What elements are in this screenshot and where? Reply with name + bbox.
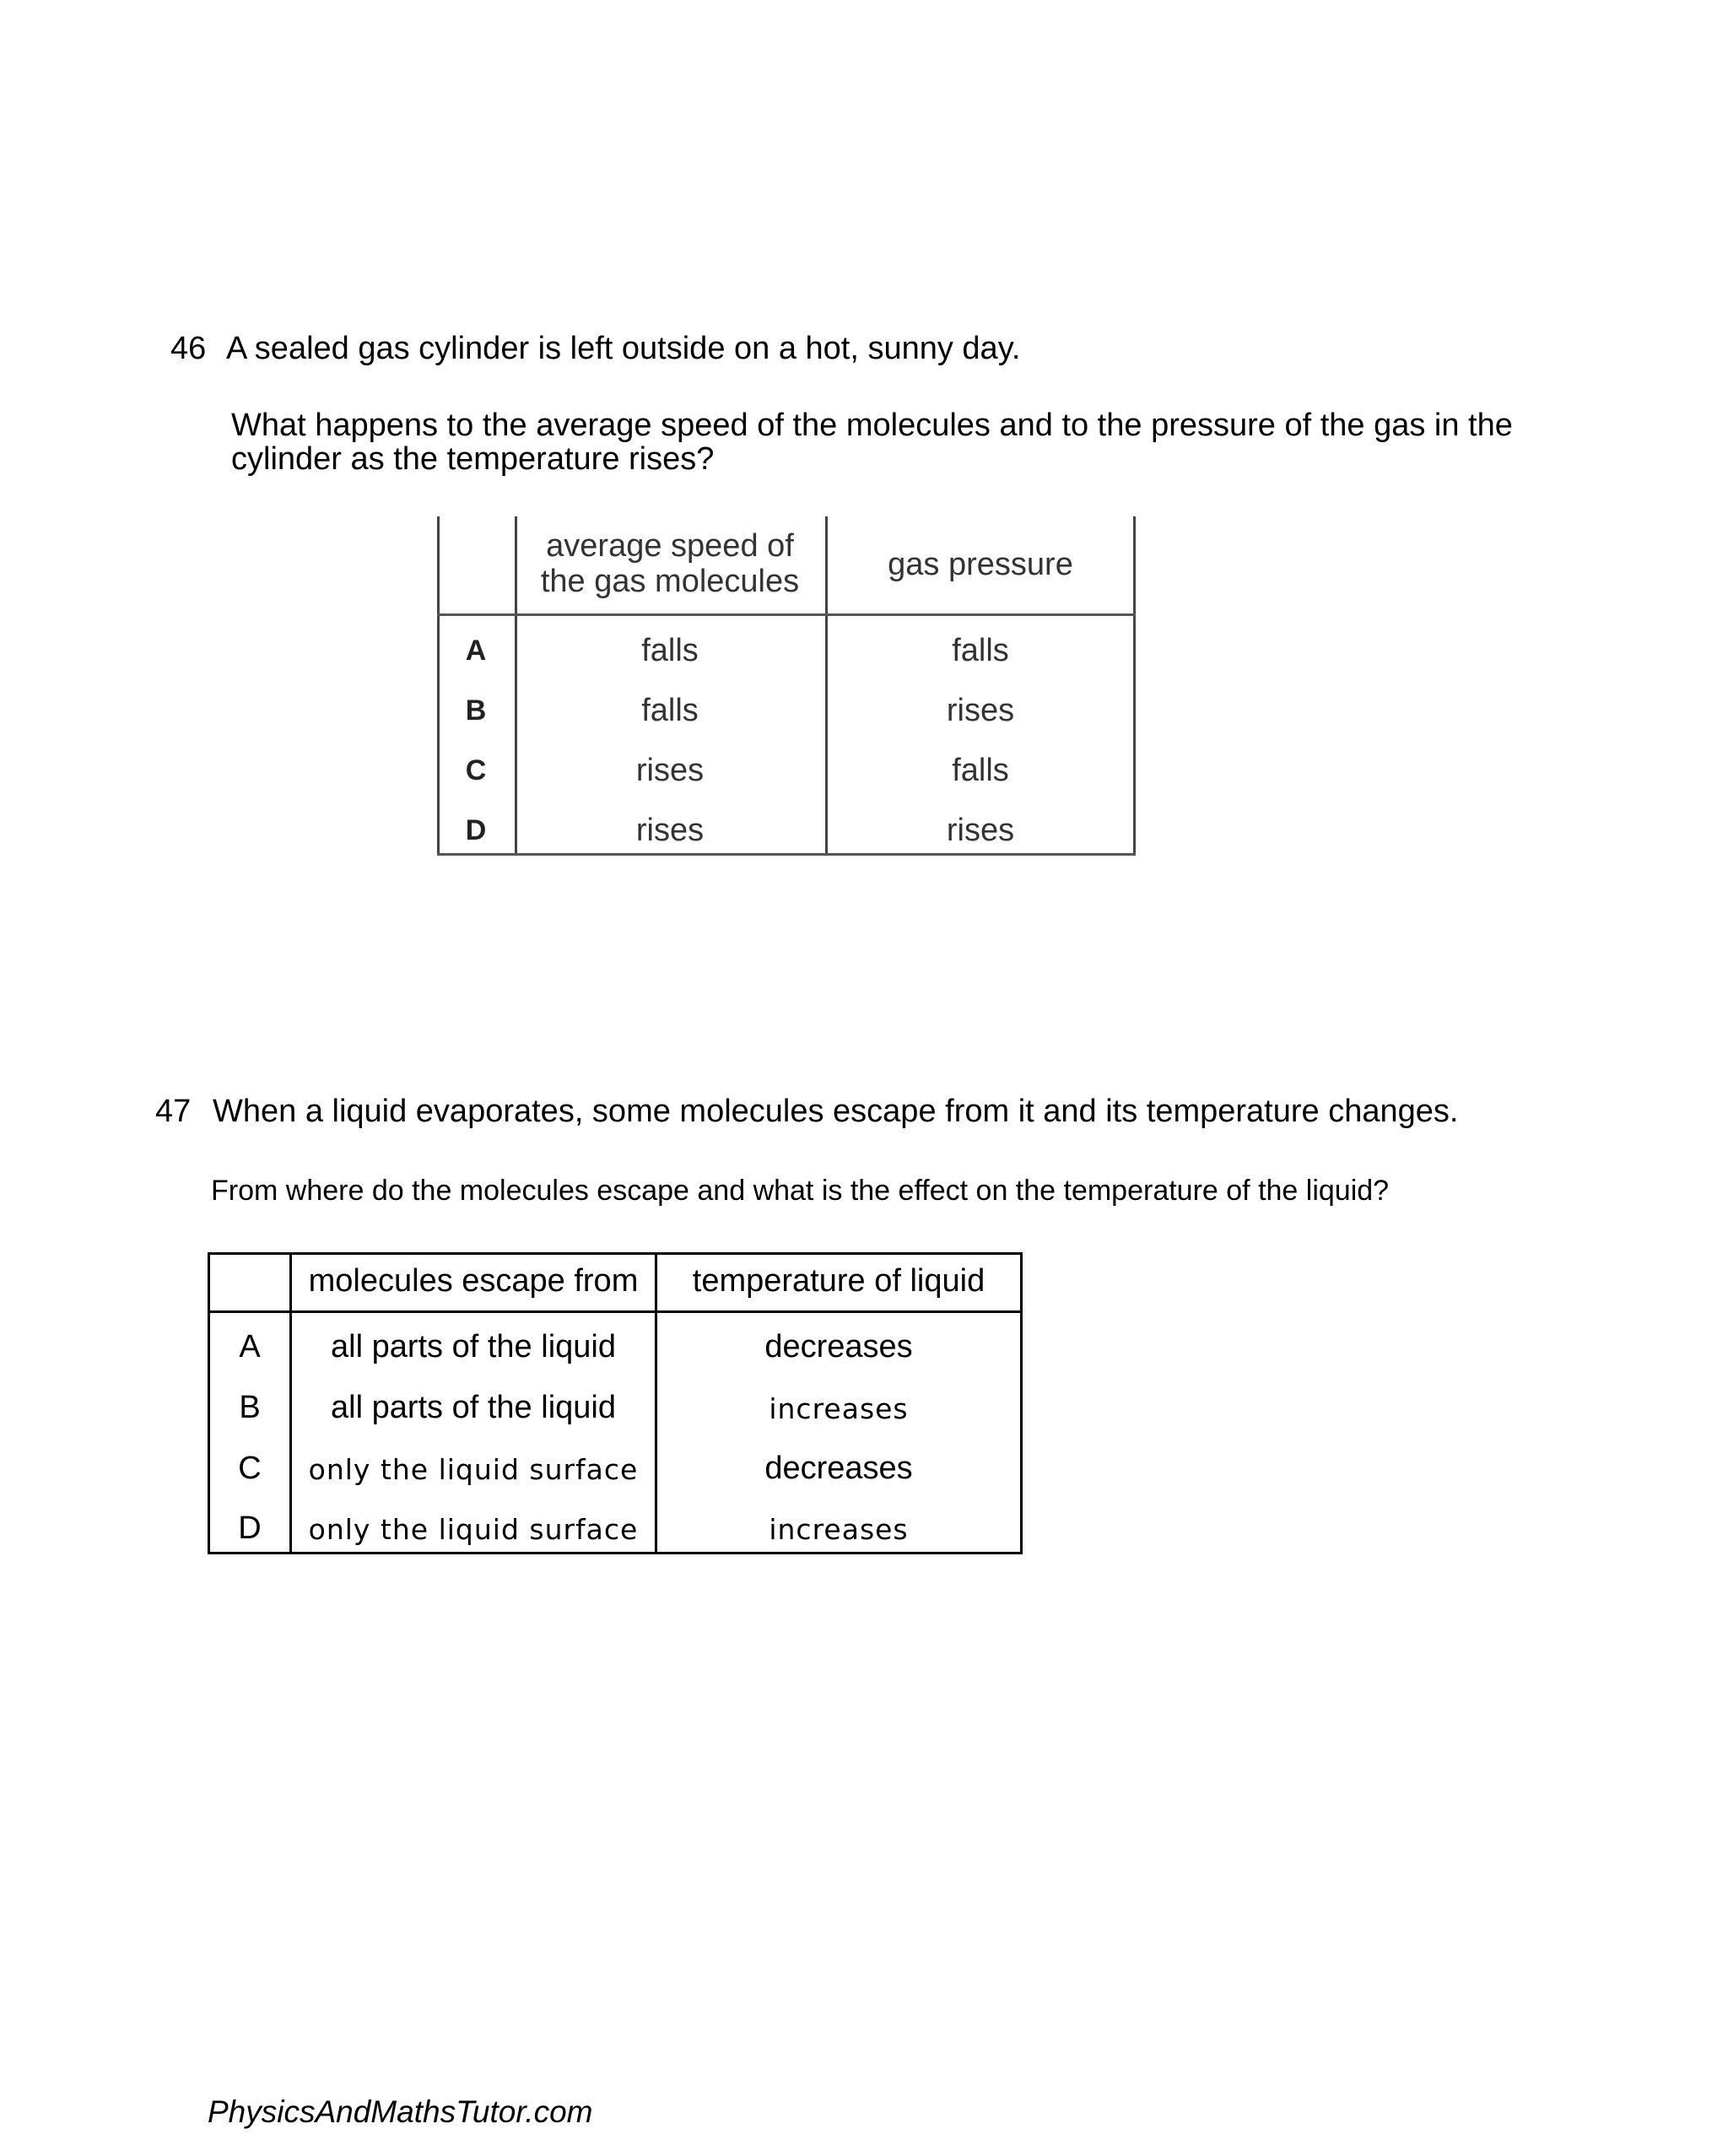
table-divider bbox=[437, 516, 440, 856]
question-46-prompt bbox=[231, 408, 1513, 476]
table-cell: rises bbox=[635, 753, 705, 788]
column-header-average-speed bbox=[515, 528, 825, 599]
table-cell: all parts of the liquid bbox=[331, 1390, 616, 1425]
question-46-options-table bbox=[437, 516, 1136, 856]
question-47-number: 47 bbox=[155, 1094, 192, 1129]
table-cell: rises bbox=[946, 693, 1015, 728]
option-letter: D bbox=[238, 1510, 262, 1546]
table-cell: only the liquid surface bbox=[308, 1513, 639, 1546]
footer-watermark: PhysicsAndMathsTutor.com bbox=[208, 2094, 593, 2129]
table-cell: decreases bbox=[764, 1451, 913, 1486]
table-header-rule bbox=[437, 613, 1136, 616]
option-letter: B bbox=[239, 1390, 261, 1425]
question-47-prompt: From where do the molecules escape and what is the effect on the temperature of the liquid? bbox=[211, 1175, 1390, 1207]
table-bottom-rule bbox=[437, 853, 1136, 856]
table-cell: falls bbox=[641, 633, 699, 668]
option-letter: A bbox=[465, 635, 487, 667]
column-header-gas-pressure: gas pressure bbox=[888, 547, 1073, 582]
question-46-prompt-line-2: cylinder as the temperature rises? bbox=[231, 441, 715, 477]
option-letter: D bbox=[465, 814, 487, 846]
question-46-prompt-line-1: What happens to the average speed of the molecules and to the pressure of the gas in the bbox=[231, 408, 1513, 443]
table-cell: decreases bbox=[764, 1329, 913, 1364]
column-header-line: average speed of bbox=[546, 528, 794, 564]
column-header-temperature: temperature of liquid bbox=[692, 1263, 986, 1299]
table-cell: rises bbox=[635, 813, 705, 848]
table-header-rule bbox=[210, 1310, 1020, 1313]
question-47-options-table bbox=[208, 1252, 1023, 1554]
table-cell: falls bbox=[641, 693, 699, 728]
table-cell: all parts of the liquid bbox=[331, 1329, 616, 1364]
table-cell: rises bbox=[946, 813, 1015, 848]
option-letter: A bbox=[239, 1329, 261, 1364]
question-46-stem: A sealed gas cylinder is left outside on a hot, sunny day. bbox=[226, 331, 1021, 366]
table-cell: increases bbox=[769, 1392, 909, 1425]
table-cell: falls bbox=[952, 633, 1009, 668]
table-cell: falls bbox=[952, 753, 1009, 788]
option-letter: C bbox=[238, 1451, 262, 1486]
table-cell: only the liquid surface bbox=[308, 1453, 639, 1486]
question-46-number: 46 bbox=[170, 331, 207, 366]
column-header-line: the gas molecules bbox=[540, 564, 800, 599]
question-47-stem: When a liquid evaporates, some molecules escape from it and its temperature changes. bbox=[213, 1094, 1459, 1129]
option-letter: C bbox=[465, 754, 487, 786]
column-header-escape-from: molecules escape from bbox=[308, 1263, 639, 1299]
option-letter: B bbox=[465, 694, 487, 727]
table-cell: increases bbox=[769, 1513, 909, 1546]
